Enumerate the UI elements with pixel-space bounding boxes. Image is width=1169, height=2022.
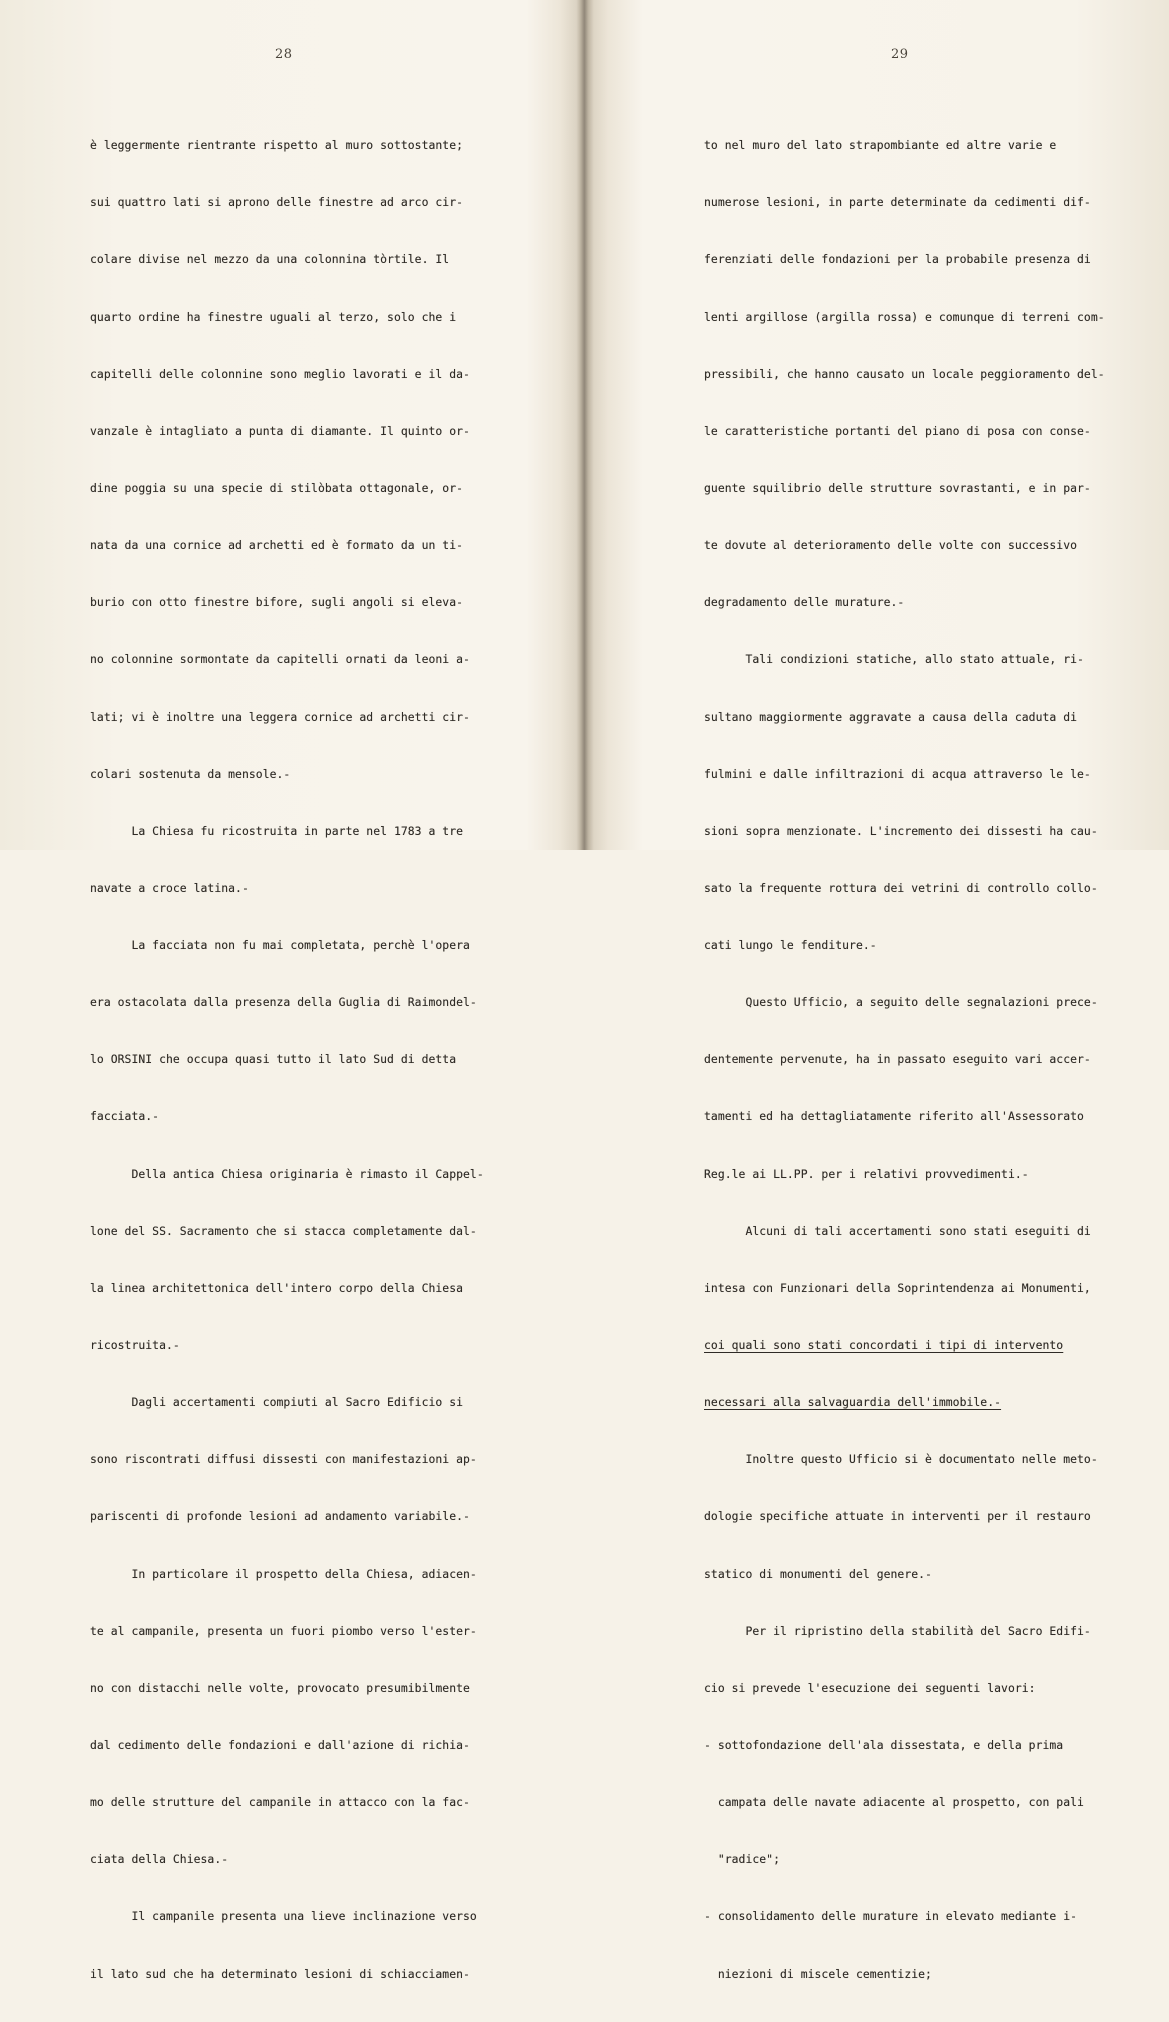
text-line: Tali condizioni statiche, allo stato attuale, ri- [704,652,1084,667]
list-item-line: "radice"; [704,1852,780,1867]
text-line: facciata.- [90,1109,160,1124]
text-line: no con distacchi nelle volte, provocato presumibilmente [90,1680,470,1695]
text-line: to nel muro del lato strapombiante ed altre varie e [704,138,1057,153]
text-line: era ostacolata dalla presenza della Guglia di Raimondel- [90,995,477,1010]
page-number: 29 [891,47,909,62]
text-line: lenti argillose (argilla rossa) e comunque di terreni com- [704,309,1105,324]
text-line: dologie specifiche attuate in interventi per il restauro [704,1509,1091,1524]
text-line: Questo Ufficio, a seguito delle segnalazioni prece- [704,995,1098,1010]
text-line: ferenziati delle fondazioni per la probabile presenza di [704,252,1091,267]
text-line: dine poggia su una specie di stilòbata ottagonale, or- [90,480,464,495]
text-line: In particolare il prospetto della Chiesa, adiacen- [90,1566,477,1581]
text-line: Della antica Chiesa originaria è rimasto il Cappel- [90,1166,484,1181]
text-line: tamenti ed ha dettagliatamente riferito all'Assessorato [704,1109,1084,1124]
text-line: sui quattro lati si aprono delle finestre ad arco cir- [90,195,464,210]
text-line: pressibili, che hanno causato un locale peggioramento del- [704,366,1105,381]
text-line: sono riscontrati diffusi dissesti con manifestazioni ap- [90,1452,477,1467]
text-line: vanzale è intagliato a punta di diamante. Il quinto or- [90,423,470,438]
text-line: te dovute al deterioramento delle volte con successivo [704,538,1078,553]
underlined-text-line: necessari alla salvaguardia dell'immobile.- [704,1395,1002,1410]
page-body-text [90,98,484,2022]
text-line: cati lungo le fenditure.- [704,938,877,953]
text-line: pariscenti di profonde lesioni ad andamento variabile.- [90,1509,470,1524]
text-line: Il campanile presenta una lieve inclinazione verso [90,1909,477,1924]
text-line: intesa con Funzionari della Soprintendenza ai Monumenti, [704,1280,1091,1295]
text-line: burio con otto finestre bifore, sugli angoli si eleva- [90,595,464,610]
text-line: dal cedimento delle fondazioni e dall'azione di richia- [90,1738,470,1753]
page-body-text [704,98,1105,2022]
right-page [586,0,1169,1981]
text-line: capitelli delle colonnine sono meglio lavorati e il da- [90,366,470,381]
text-line: sioni sopra menzionate. L'incremento dei dissesti ha cau- [704,823,1098,838]
text-line: sato la frequente rottura dei vetrini di controllo collo- [704,880,1098,895]
text-line: lati; vi è inoltre una leggera cornice ad archetti cir- [90,709,470,724]
text-line: la linea architettonica dell'intero corpo della Chiesa [90,1280,464,1295]
list-item-line: - consolidamento delle murature in elevato mediante i- [704,1909,1078,1924]
text-line: dentemente pervenute, ha in passato eseguito vari accer- [704,1052,1091,1067]
text-line: colare divise nel mezzo da una colonnina tòrtile. Il [90,252,450,267]
text-line: La Chiesa fu ricostruita in parte nel 1783 a tre [90,823,464,838]
text-line: colari sostenuta da mensole.- [90,766,291,781]
text-line: mo delle strutture del campanile in attacco con la fac- [90,1795,470,1810]
text-line: sultano maggiormente aggravate a causa della caduta di [704,709,1078,724]
list-item-line: - sottofondazione dell'ala dissestata, e della prima [704,1738,1064,1753]
text-line: ciata della Chiesa.- [90,1852,229,1867]
text-line: no colonnine sormontate da capitelli ornati da leoni a- [90,652,470,667]
underlined-text-line: coi quali sono stati concordati i tipi di intervento [704,1338,1064,1353]
text-line: cio si prevede l'esecuzione dei seguenti lavori: [704,1680,1036,1695]
text-line: Reg.le ai LL.PP. per i relativi provvedimenti.- [704,1166,1029,1181]
text-line: te al campanile, presenta un fuori piombo verso l'ester- [90,1623,477,1638]
text-line: nata da una cornice ad archetti ed è formato da un ti- [90,538,464,553]
text-line: statico di monumenti del genere.- [704,1566,932,1581]
text-line: è leggermente rientrante rispetto al muro sottostante; [90,138,464,153]
text-line: ricostruita.- [90,1338,180,1353]
text-line: il lato sud che ha determinato lesioni di schiacciamen- [90,1966,470,1981]
left-page [0,0,583,1981]
text-line: Dagli accertamenti compiuti al Sacro Edificio si [90,1395,464,1410]
text-line: lone del SS. Sacramento che si stacca completamente dal- [90,1223,477,1238]
text-line: Per il ripristino della stabilità del Sacro Edifi- [704,1623,1091,1638]
text-line: Inoltre questo Ufficio si è documentato nelle meto- [704,1452,1098,1467]
page-number: 28 [275,47,293,62]
text-line: fulmini e dalle infiltrazioni di acqua attraverso le le- [704,766,1091,781]
text-line: navate a croce latina.- [90,880,249,895]
text-line: quarto ordine ha finestre uguali al terzo, solo che i [90,309,457,324]
list-item-line: campata delle navate adiacente al prospetto, con pali [704,1795,1084,1810]
text-line: Alcuni di tali accertamenti sono stati eseguiti di [704,1223,1091,1238]
text-line: numerose lesioni, in parte determinate da cedimenti dif- [704,195,1091,210]
text-line: degradamento delle murature.- [704,595,905,610]
text-line: La facciata non fu mai completata, perchè l'opera [90,938,470,953]
text-line: lo ORSINI che occupa quasi tutto il lato Sud di detta [90,1052,457,1067]
text-line: le caratteristiche portanti del piano di posa con conse- [704,423,1091,438]
text-line: guente squilibrio delle strutture sovrastanti, e in par- [704,480,1091,495]
list-item-line: niezioni di miscele cementizie; [704,1966,932,1981]
